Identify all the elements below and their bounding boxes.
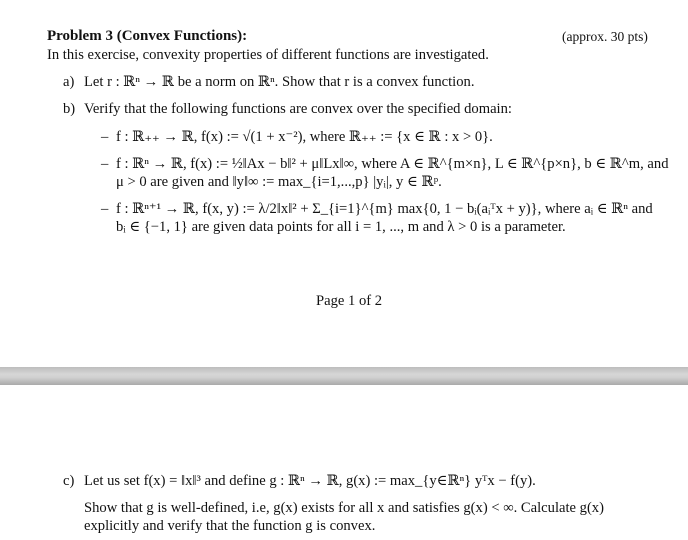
part-a-label: a)	[63, 74, 75, 90]
item-1-line-1: f : ℝ₊₊ → ℝ, f(x) := √(1 + x⁻²), where ℝ₊₊ := {x ∈ ℝ : x > 0}.	[116, 129, 493, 145]
part-c-line-1: Let us set f(x) = ‖x‖³ and define g : ℝⁿ → ℝ, g(x) := max_{y∈ℝⁿ} yᵀx − f(y).	[84, 473, 536, 489]
page-separator	[0, 367, 688, 385]
intro-text: In this exercise, convexity properties of different functions are investigated.	[47, 47, 489, 63]
part-c-label: c)	[63, 473, 75, 489]
points-label: (approx. 30 pts)	[562, 29, 648, 44]
part-b-label: b)	[63, 101, 76, 117]
bullet-dash: –	[101, 156, 109, 172]
item-2-line-1: f : ℝⁿ → ℝ, f(x) := ½‖Ax − b‖² + μ‖Lx‖∞, where A ∈ ℝ^{m×n}, L ∈ ℝ^{p×n}, b ∈ ℝ^m, and	[116, 156, 669, 172]
item-3-line-2: bᵢ ∈ {−1, 1} are given data points for all i = 1, ..., m and λ > 0 is a parameter.	[116, 219, 566, 235]
page-number: Page 1 of 2	[316, 293, 383, 309]
part-c-line-2: Show that g is well-defined, i.e, g(x) exists for all x and satisfies g(x) < ∞. Calculate g(x)	[84, 500, 604, 516]
item-3-line-1: f : ℝⁿ⁺¹ → ℝ, f(x, y) := λ/2‖x‖² + Σ_{i=1}^{m} max{0, 1 − bᵢ(aᵢᵀx + y)}, where aᵢ ∈ ℝⁿ and	[116, 201, 653, 217]
problem-title: Problem 3 (Convex Functions):	[47, 28, 248, 44]
item-2-line-2: μ > 0 are given and ‖y‖∞ := max_{i=1,...,p} |yᵢ|, y ∈ ℝᵖ.	[116, 174, 442, 190]
bullet-dash: –	[101, 201, 109, 217]
bullet-dash: –	[101, 129, 109, 145]
part-b-text: Verify that the following functions are convex over the specified domain:	[84, 101, 512, 117]
part-a-text: Let r : ℝⁿ → ℝ be a norm on ℝⁿ. Show that r is a convex function.	[84, 74, 475, 90]
part-c-line-3: explicitly and verify that the function g is convex.	[84, 518, 376, 534]
page-2	[0, 385, 688, 540]
